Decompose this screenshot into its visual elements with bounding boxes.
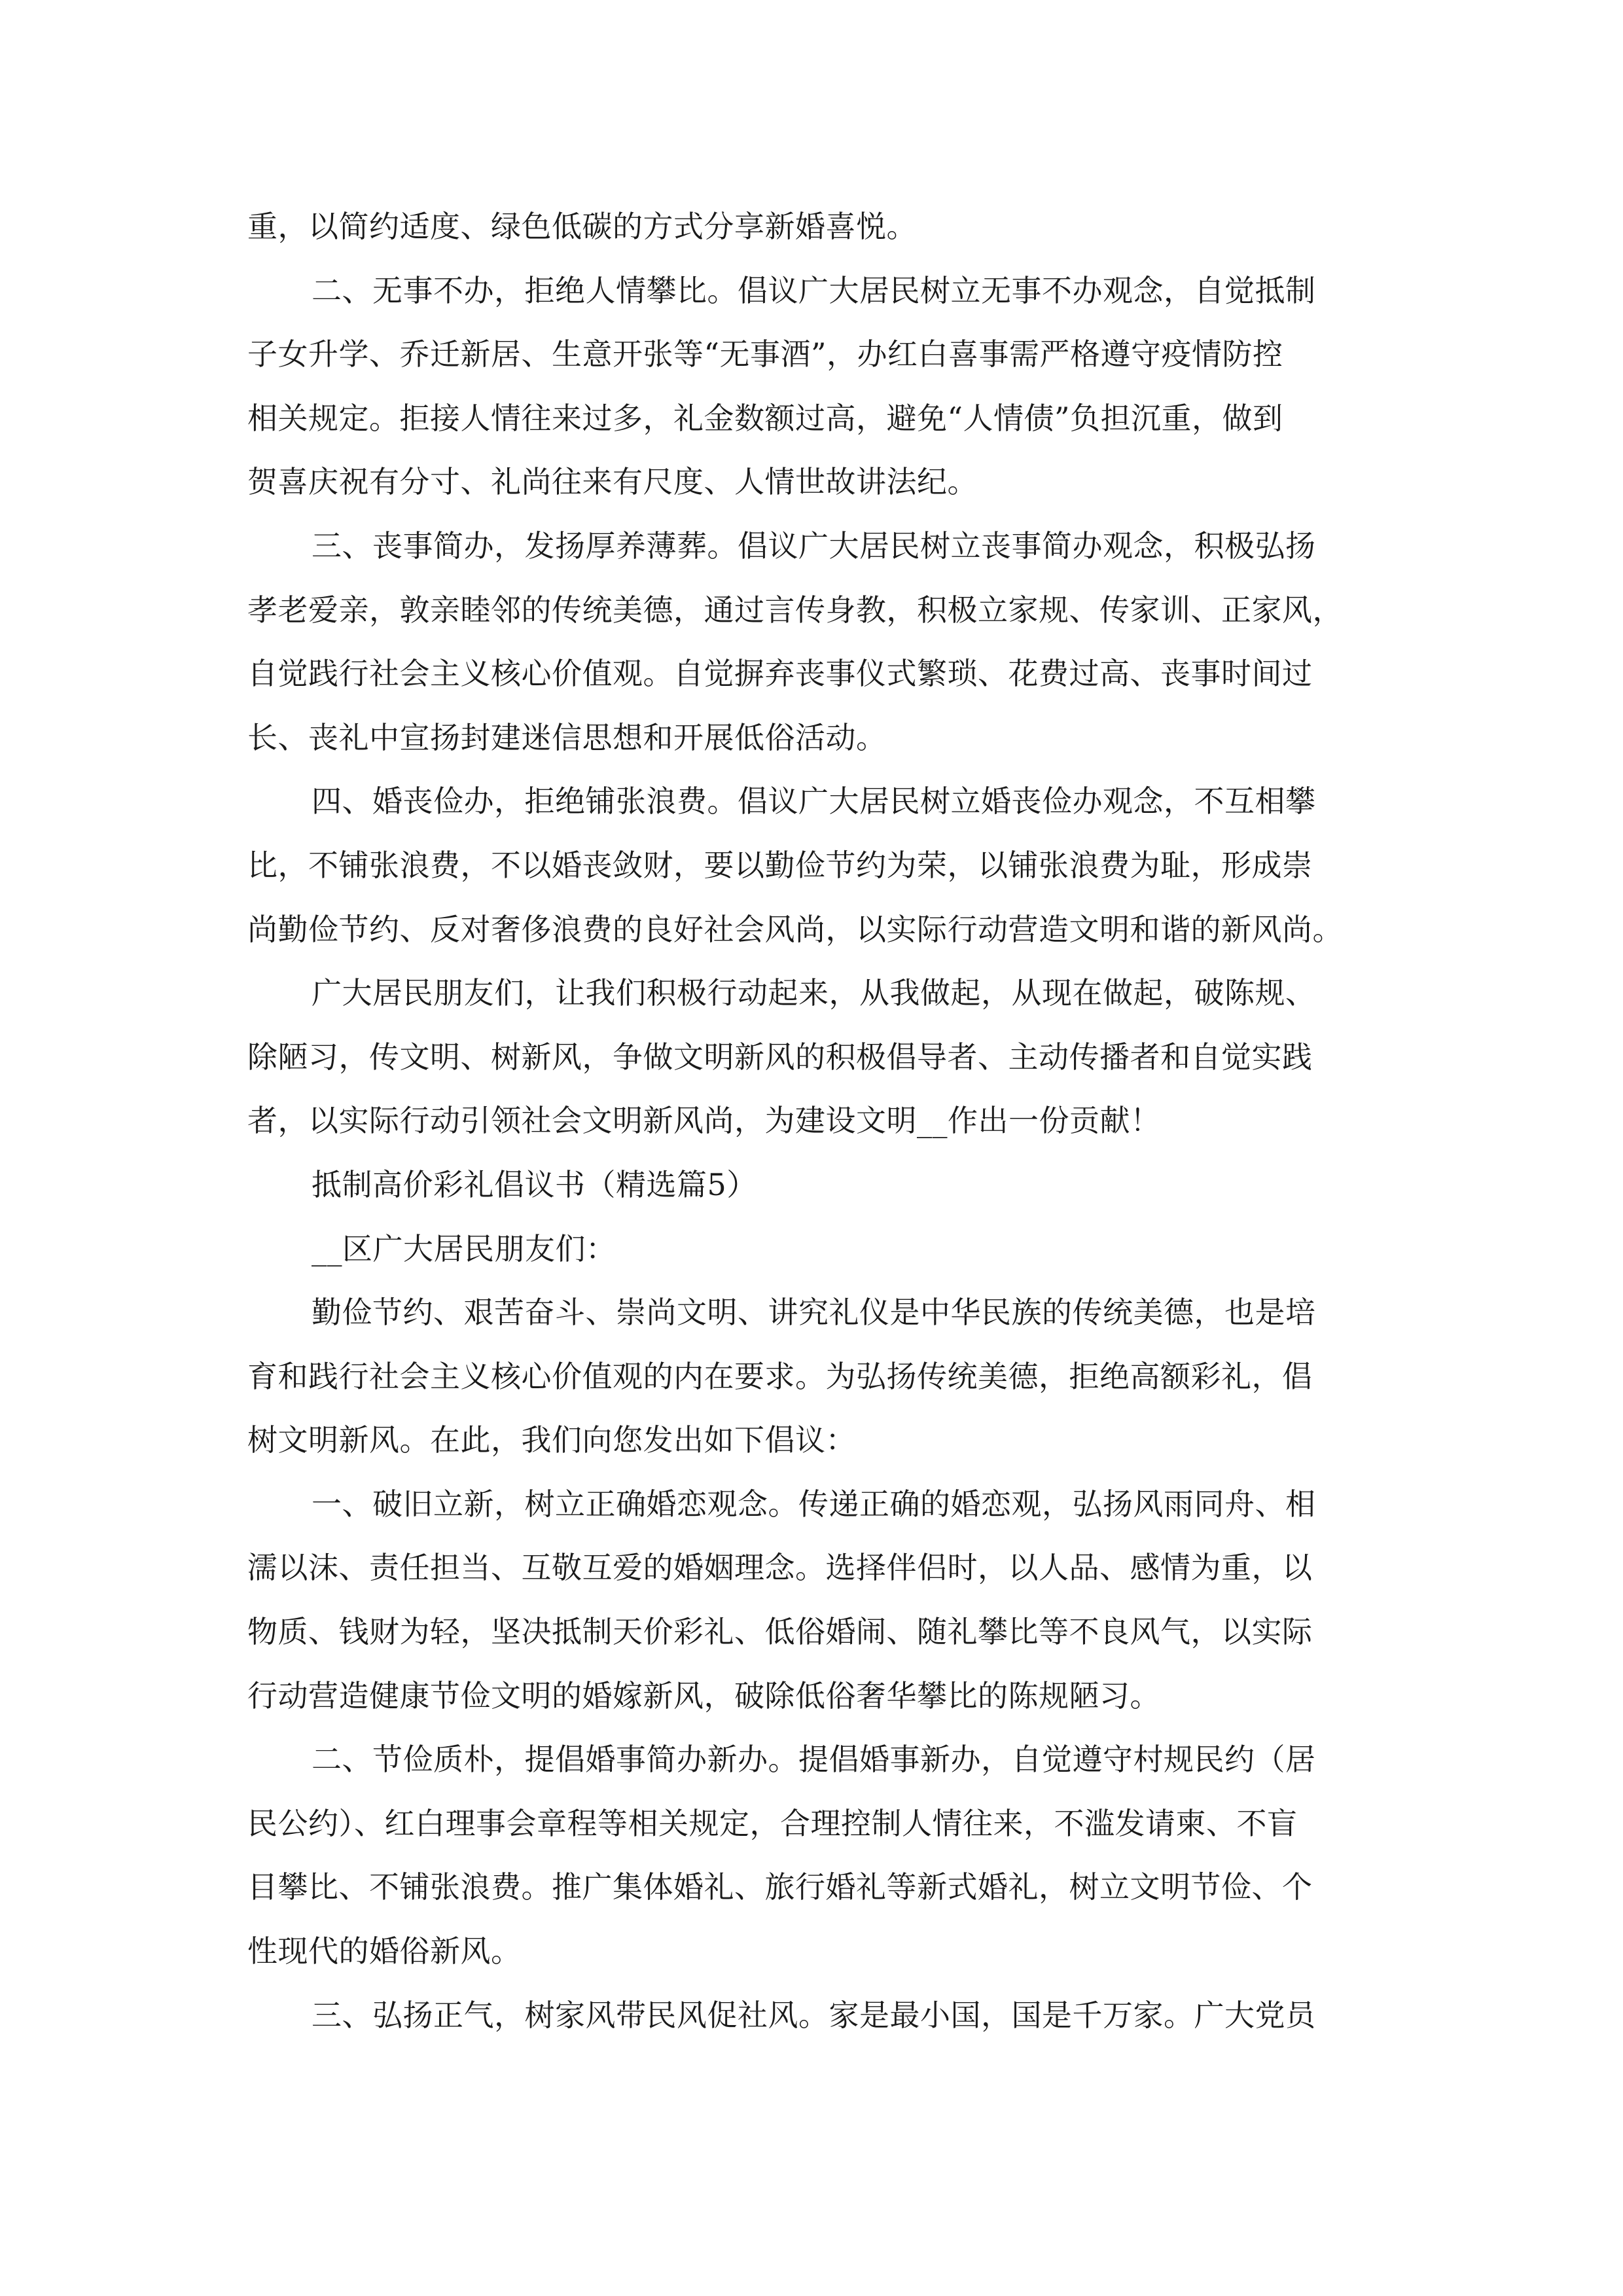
paragraph-first-line: 二、无事不办，拒绝人情攀比。倡议广大居民树立无事不办观念，自觉抵制 (312, 272, 1316, 308)
paragraph-line: 目攀比、不铺张浪费。推广集体婚礼、旅行婚礼等新式婚礼，树立文明节俭、个 (247, 1869, 1313, 1905)
paragraph-line: 自觉践行社会主义核心价值观。自觉摒弃丧事仪式繁琐、花费过高、丧事时间过 (247, 656, 1313, 692)
paragraph-line: 尚勤俭节约、反对奢侈浪费的良好社会风尚，以实际行动营造文明和谐的新风尚。 (247, 911, 1343, 947)
paragraph-line: 孝老爱亲，敦亲睦邻的传统美德，通过言传身教，积极立家规、传家训、正家风， (247, 592, 1343, 628)
paragraph-first-line: 勤俭节约、艰苦奋斗、崇尚文明、讲究礼仪是中华民族的传统美德，也是培 (312, 1295, 1316, 1331)
paragraph-line: 树文明新风。在此，我们向您发出如下倡议： (247, 1422, 856, 1458)
paragraph-line: 比，不铺张浪费，不以婚丧敛财，要以勤俭节约为荣，以铺张浪费为耻，形成崇 (247, 847, 1313, 883)
paragraph-first-line: 二、节俭质朴，提倡婚事简办新办。提倡婚事新办，自觉遵守村规民约（居 (312, 1742, 1316, 1778)
paragraph-line: 民公约）、红白理事会章程等相关规定，合理控制人情往来，不滥发请柬、不盲 (247, 1805, 1298, 1841)
paragraph-line: 濡以沫、责任担当、互敬互爱的婚姻理念。选择伴侣时，以人品、感情为重，以 (247, 1550, 1313, 1586)
paragraph-first-line: 三、弘扬正气，树家风带民风促社风。家是最小国，国是千万家。广大党员 (312, 1997, 1316, 2033)
paragraph-first-line: 四、婚丧俭办，拒绝铺张浪费。倡议广大居民树立婚丧俭办观念，不互相攀 (312, 783, 1316, 819)
paragraph-line: 贺喜庆祝有分寸、礼尚往来有尺度、人情世故讲法纪。 (247, 464, 978, 500)
paragraph-line: 长、丧礼中宣扬封建迷信思想和开展低俗活动。 (247, 719, 887, 755)
paragraph-line: 重，以简约适度、绿色低碳的方式分享新婚喜悦。 (247, 209, 917, 244)
paragraph-first-line: 一、破旧立新，树立正确婚恋观念。传递正确的婚恋观，弘扬风雨同舟、相 (312, 1486, 1316, 1522)
paragraph-line: 者，以实际行动引领社会文明新风尚，为建设文明__作出一份贡献！ (247, 1103, 1161, 1139)
paragraph-line: 行动营造健康节俭文明的婚嫁新风，破除低俗奢华攀比的陈规陋习。 (247, 1677, 1160, 1713)
paragraph-first-line: 广大居民朋友们，让我们积极行动起来，从我做起，从现在做起，破陈规、 (312, 975, 1316, 1011)
paragraph-first-line: 抵制高价彩礼倡议书（精选篇5） (312, 1166, 757, 1202)
paragraph-first-line: __区广大居民朋友们： (312, 1230, 616, 1266)
paragraph-line: 子女升学、乔迁新居、生意开张等“无事酒”，办红白喜事需严格遵守疫情防控 (247, 336, 1283, 372)
paragraph-line: 育和践行社会主义核心价值观的内在要求。为弘扬传统美德，拒绝高额彩礼，倡 (247, 1358, 1313, 1394)
paragraph-line: 物质、钱财为轻，坚决抵制天价彩礼、低俗婚闹、随礼攀比等不良风气，以实际 (247, 1614, 1313, 1650)
paragraph-line: 相关规定。拒接人情往来过多，礼金数额过高，避免“人情债”负担沉重，做到 (247, 400, 1283, 436)
document-page (247, 195, 1380, 2047)
paragraph-first-line: 三、丧事简办，发扬厚养薄葬。倡议广大居民树立丧事简办观念，积极弘扬 (312, 528, 1316, 564)
paragraph-line: 除陋习，传文明、树新风，争做文明新风的积极倡导者、主动传播者和自觉实践 (247, 1039, 1313, 1075)
paragraph-line: 性现代的婚俗新风。 (247, 1933, 522, 1969)
